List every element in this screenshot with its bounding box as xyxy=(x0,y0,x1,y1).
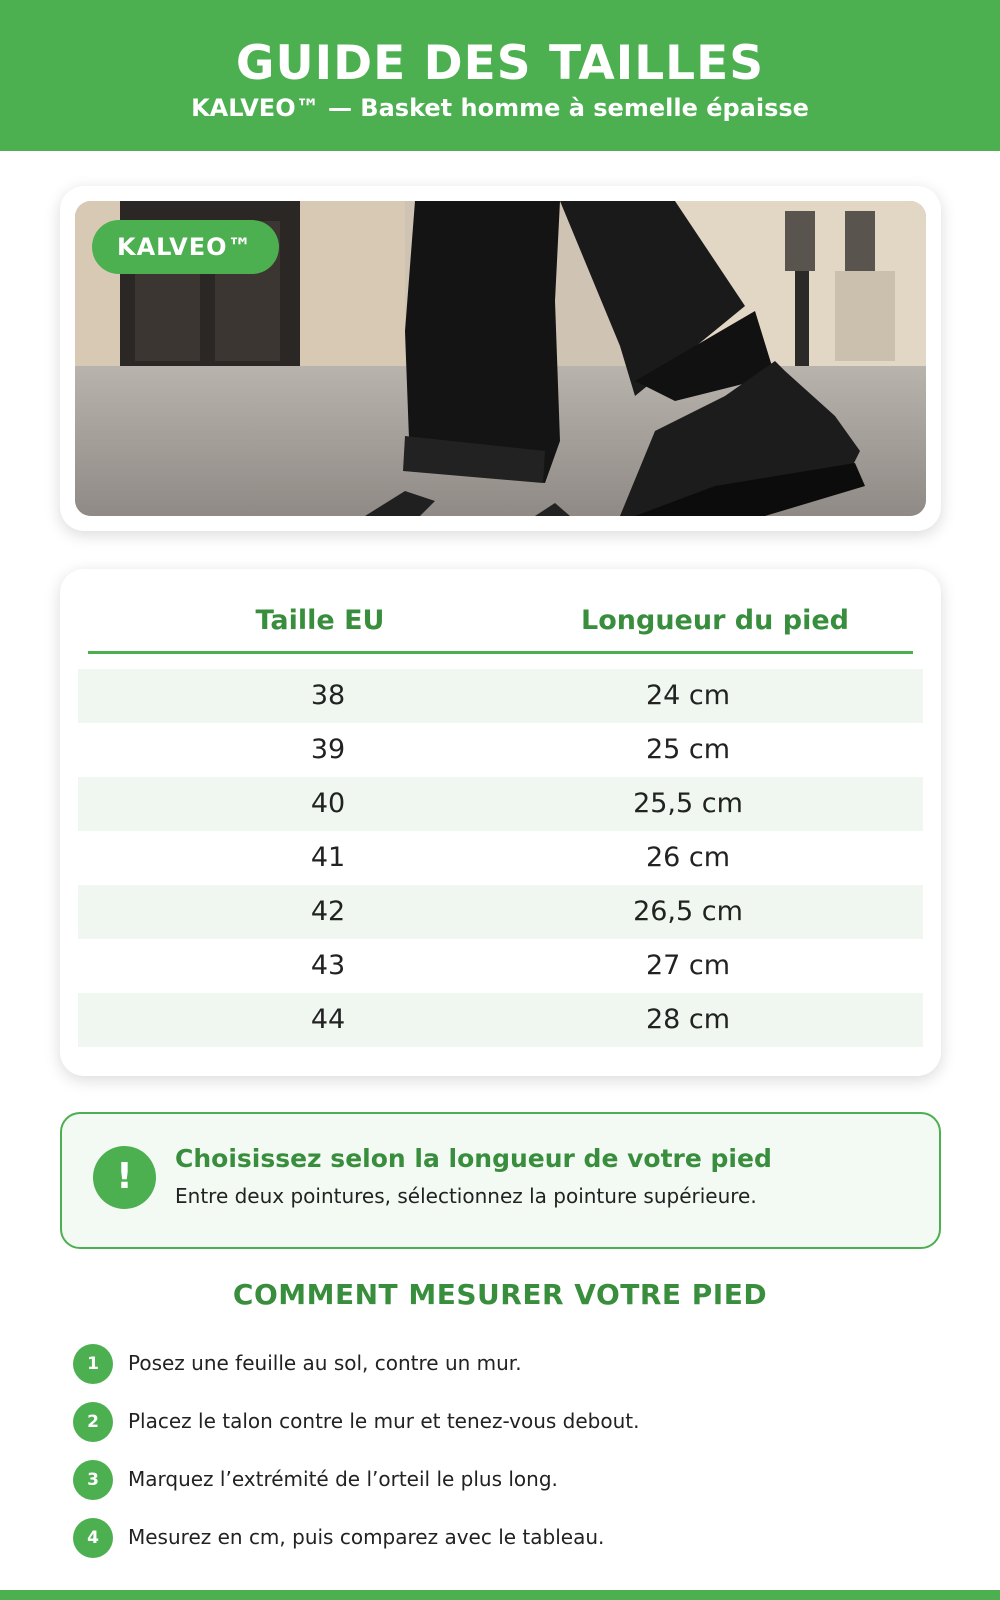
header-divider xyxy=(88,651,913,654)
footer-bar xyxy=(0,1590,1000,1600)
step-number-badge: 2 xyxy=(73,1402,113,1442)
table-row xyxy=(78,777,923,831)
table-row xyxy=(78,669,923,723)
step-number-badge: 4 xyxy=(73,1518,113,1558)
step-text: Mesurez en cm, puis comparez avec le tableau. xyxy=(128,1525,605,1549)
table-row xyxy=(78,993,923,1047)
step-text: Marquez l’extrémité de l’orteil le plus long. xyxy=(128,1467,558,1491)
step-text: Posez une feuille au sol, contre un mur. xyxy=(128,1351,522,1375)
length-cell: 25,5 cm xyxy=(633,788,743,819)
step-number-badge: 3 xyxy=(73,1460,113,1500)
table-row xyxy=(78,885,923,939)
tip-callout xyxy=(60,1112,941,1249)
column-header-size: Taille EU xyxy=(255,605,385,636)
size-table-body xyxy=(78,669,923,1047)
size-cell: 43 xyxy=(310,950,346,981)
size-cell: 40 xyxy=(310,788,346,819)
length-cell: 24 cm xyxy=(645,680,731,711)
size-cell: 38 xyxy=(310,680,346,711)
page-header xyxy=(0,0,1000,151)
product-photo xyxy=(75,201,926,516)
product-photo-card xyxy=(60,186,941,531)
step-text: Placez le talon contre le mur et tenez-vous debout. xyxy=(128,1409,640,1433)
size-table-card xyxy=(60,569,941,1076)
size-cell: 44 xyxy=(310,1004,346,1035)
brand-badge: KALVEO™ xyxy=(92,220,279,274)
size-cell: 42 xyxy=(310,896,346,927)
length-cell: 25 cm xyxy=(645,734,731,765)
size-cell: 39 xyxy=(310,734,346,765)
step-number-badge: 1 xyxy=(73,1344,113,1384)
table-row xyxy=(78,831,923,885)
page-title: GUIDE DES TAILLES xyxy=(235,36,765,91)
table-row xyxy=(78,723,923,777)
exclamation-icon: ! xyxy=(93,1146,156,1209)
length-cell: 28 cm xyxy=(645,1004,731,1035)
page-subtitle: KALVEO™ — Basket homme à semelle épaisse xyxy=(191,94,809,122)
length-cell: 27 cm xyxy=(645,950,731,981)
column-header-length: Longueur du pied xyxy=(581,605,849,636)
tip-text: Entre deux pointures, sélectionnez la pointure supérieure. xyxy=(175,1184,757,1208)
table-row xyxy=(78,939,923,993)
size-cell: 41 xyxy=(310,842,346,873)
tip-title: Choisissez selon la longueur de votre pied xyxy=(175,1144,772,1173)
length-cell: 26 cm xyxy=(645,842,731,873)
how-to-title: COMMENT MESURER VOTRE PIED xyxy=(232,1278,768,1311)
length-cell: 26,5 cm xyxy=(633,896,743,927)
